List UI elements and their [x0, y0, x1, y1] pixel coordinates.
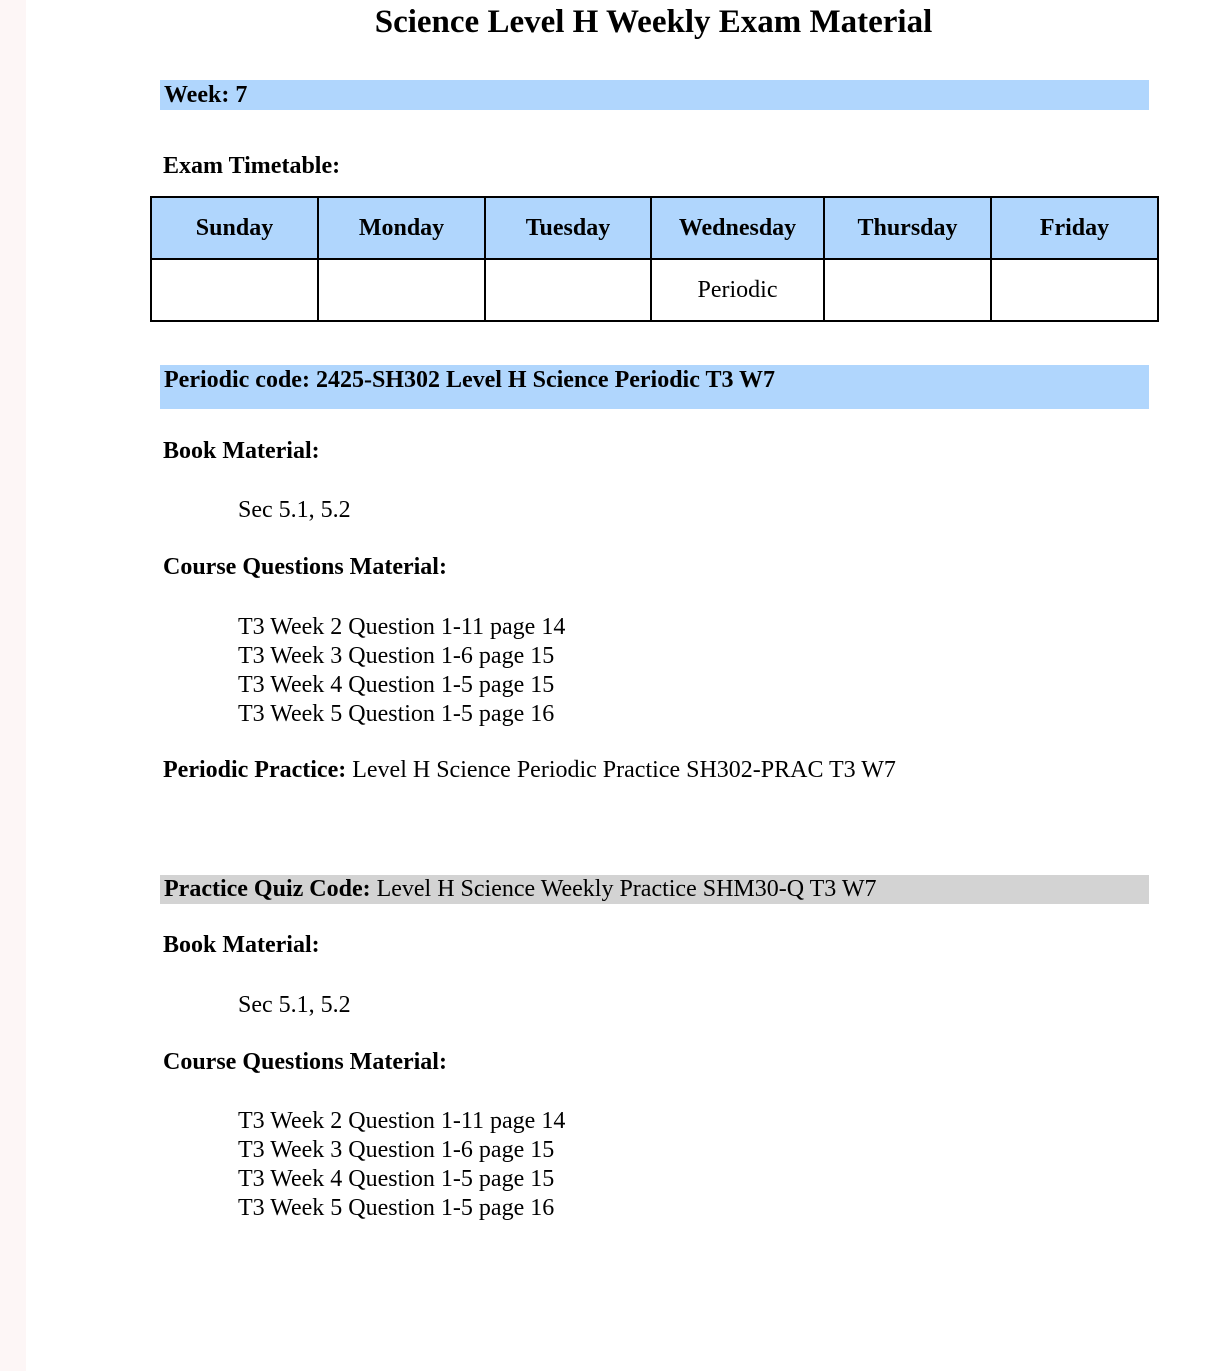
quiz-questions-list: [238, 1107, 565, 1223]
list-item: T3 Week 3 Question 1-6 page 15: [238, 1137, 555, 1163]
practice-quiz-bar: [160, 875, 1149, 904]
list-item: T3 Week 2 Question 1-11 page 14: [238, 614, 566, 640]
cell-thursday: [824, 259, 991, 321]
periodic-book-heading: Book Material:: [163, 438, 320, 464]
periodic-code-label: Periodic code: 2425-SH302 Level H Science Periodic T3 W7: [164, 367, 776, 393]
day-header-wednesday: Wednesday: [651, 197, 824, 259]
quiz-book-text: Sec 5.1, 5.2: [238, 992, 351, 1018]
day-header-thursday: Thursday: [824, 197, 991, 259]
cell-wednesday: Periodic: [651, 259, 824, 321]
day-header-tuesday: Tuesday: [485, 197, 651, 259]
cell-sunday: [151, 259, 318, 321]
exam-timetable: [150, 196, 1159, 322]
timetable-exam-row: [151, 259, 1158, 321]
periodic-practice-line: [163, 757, 896, 784]
list-item: T3 Week 5 Question 1-5 page 16: [238, 1195, 555, 1221]
day-header-sunday: Sunday: [151, 197, 318, 259]
list-item: T3 Week 4 Question 1-5 page 15: [238, 672, 555, 698]
exam-timetable-heading: Exam Timetable:: [163, 153, 341, 179]
quiz-questions-heading: Course Questions Material:: [163, 1049, 447, 1075]
periodic-practice-value: Level H Science Periodic Practice SH302-PRAC T3 W7: [346, 757, 896, 783]
list-item: T3 Week 2 Question 1-11 page 14: [238, 1108, 566, 1134]
week-label: Week: 7: [164, 82, 248, 108]
timetable-header-row: [151, 197, 1158, 259]
periodic-book-text: Sec 5.1, 5.2: [238, 497, 351, 523]
cell-friday: [991, 259, 1158, 321]
practice-quiz-label: Practice Quiz Code:: [164, 876, 371, 902]
list-item: T3 Week 5 Question 1-5 page 16: [238, 701, 555, 727]
list-item: T3 Week 4 Question 1-5 page 15: [238, 1166, 555, 1192]
week-bar: [160, 80, 1149, 110]
list-item: T3 Week 3 Question 1-6 page 15: [238, 643, 555, 669]
periodic-questions-heading: Course Questions Material:: [163, 554, 447, 580]
cell-monday: [318, 259, 485, 321]
cell-tuesday: [485, 259, 651, 321]
periodic-code-bar: [160, 365, 1149, 409]
quiz-book-heading: Book Material:: [163, 932, 320, 958]
practice-quiz-value: Level H Science Weekly Practice SHM30-Q T3 W7: [370, 876, 877, 902]
day-header-monday: Monday: [318, 197, 485, 259]
day-header-friday: Friday: [991, 197, 1158, 259]
periodic-questions-list: [238, 613, 565, 729]
page-title: Science Level H Weekly Exam Material: [374, 4, 933, 40]
periodic-practice-label: Periodic Practice:: [163, 757, 347, 783]
page-margin-strip: [0, 0, 26, 1371]
